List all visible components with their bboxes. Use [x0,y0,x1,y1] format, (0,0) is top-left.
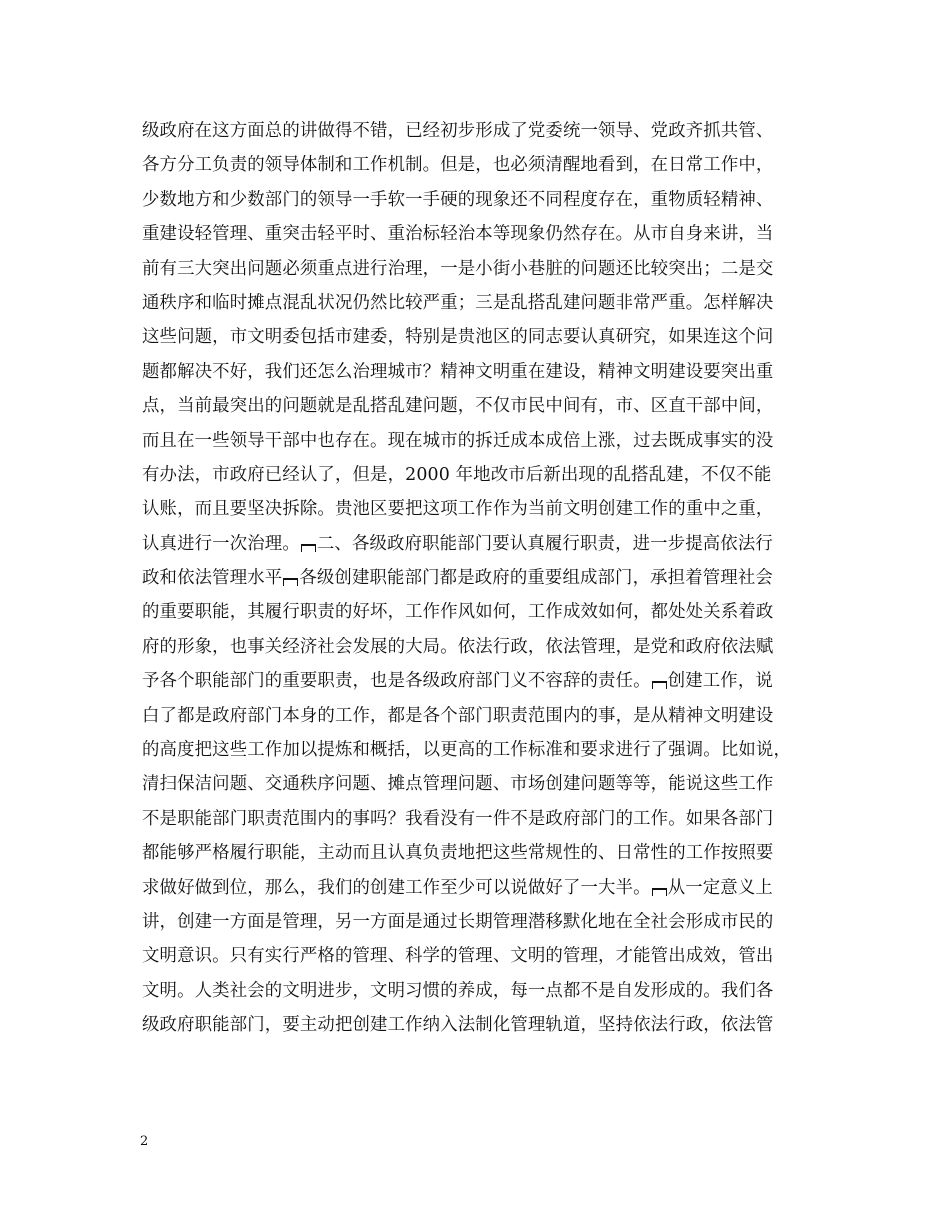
text-segment: 二、各级政府职能部门要认真履行职责，进一步提高依法行 [316,533,773,554]
text-segment: 通秩序和临时摊点混乱状况仍然比较严重；三是乱搭乱建问题非常严重。怎样解决 [142,292,774,313]
text-segment: 点，当前最突出的问题就是乱搭乱建问题，不仅市民中间有，市、区直干部中间， [142,396,774,417]
text-line [142,905,822,939]
text-segment: 题都解决不好，我们还怎么治理城市？精神文明重在建设，精神文明建设要突出重 [142,361,774,382]
text-line [142,320,822,354]
text-segment: 级政府在这方面总的讲做得不错，已经初步形成了党委统一领导、党政齐抓共管、 [142,121,774,141]
text-line [142,974,822,1008]
text-line [142,492,822,526]
text-segment: 有办法，市政府已经认了，但是，2000 年地改市后新出现的乱搭乱建，不仅不能 [142,464,772,485]
text-line [142,1008,822,1042]
text-line [142,458,822,492]
text-line [142,595,822,629]
text-line [142,561,822,595]
text-segment: 重建设轻管理、重突击轻平时、重治标轻治本等现象仍然存在。从市自身来讲，当 [142,224,774,245]
text-line [142,699,822,733]
text-line [142,630,822,664]
text-segment: 创建工作，说 [667,671,773,692]
text-segment: 前有三大突出问题必须重点进行治理，一是小街小巷脏的问题还比较突出；二是交 [142,258,774,279]
page-number: 2 [140,1134,149,1149]
text-segment: 各级创建职能部门都是政府的重要组成部门，承担着管理社会 [299,568,773,589]
text-line [142,114,822,148]
text-segment: 认真进行一次治理。 [142,533,300,554]
paragraph-break-mark [652,888,667,896]
text-segment: 予各个职能部门的重要职责，也是各级政府部门义不容辞的责任。 [142,671,651,692]
text-segment: 而且在一些领导干部中也存在。现在城市的拆迁成本成倍上涨，过去既成事实的没 [142,430,774,451]
text-segment: 政和依法管理水平 [142,568,283,589]
text-line [142,664,822,698]
paragraph-break-mark [301,544,316,552]
text-segment: 级政府职能部门，要主动把创建工作纳入法制化管理轨道，坚持依法行政，依法管 [142,1015,774,1036]
text-line [142,424,822,458]
text-segment: 少数地方和少数部门的领导一手软一手硬的现象还不同程度存在，重物质轻精神、 [142,189,774,210]
text-segment: 的高度把这些工作加以提炼和概括，以更高的工作标准和要求进行了强调。比如说， [142,740,792,761]
body-text [142,114,822,1043]
text-segment: 不是职能部门职责范围内的事吗？我看没有一件不是政府部门的工作。如果各部门 [142,808,774,829]
text-segment: 求做好做到位，那么，我们的创建工作至少可以说做好了一大半。 [142,877,651,898]
text-segment: 讲，创建一方面是管理，另一方面是通过长期管理潜移默化地在全社会形成市民的 [142,911,774,932]
text-line [142,389,822,423]
text-line [142,802,822,836]
text-segment: 府的形象，也事关经济社会发展的大局。依法行政，依法管理，是党和政府依法赋 [142,636,774,657]
text-segment: 文明意识。只有实行严格的管理、科学的管理、文明的管理，才能管出成效，管出 [142,946,774,967]
text-segment: 这些问题，市文明委包括市建委，特别是贵池区的同志要认真研究，如果连这个问 [142,327,774,348]
text-line [142,252,822,286]
text-line [142,939,822,973]
paragraph-break-mark [652,681,667,689]
text-line [142,836,822,870]
text-segment: 都能够严格履行职能，主动而且认真负责地把这些常规性的、日常性的工作按照要 [142,843,774,864]
text-segment: 清扫保洁问题、交通秩序问题、摊点管理问题、市场创建问题等等，能说这些工作 [142,774,774,795]
text-segment: 的重要职能，其履行职责的好坏，工作作风如何，工作成效如何，都处处关系着政 [142,602,774,623]
text-line [142,286,822,320]
paragraph-break-mark [283,578,298,586]
text-line [142,148,822,182]
text-line [142,355,822,389]
text-line [142,183,822,217]
text-line [142,767,822,801]
text-line [142,733,822,767]
text-line [142,527,822,561]
text-segment: 从一定意义上 [667,877,773,898]
text-segment: 文明。人类社会的文明进步，文明习惯的养成，每一点都不是自发形成的。我们各 [142,980,774,1001]
text-segment: 白了都是政府部门本身的工作，都是各个部门职责范围内的事，是从精神文明建设 [142,705,774,726]
text-segment: 各方分工负责的领导体制和工作机制。但是，也必须清醒地看到，在日常工作中， [142,155,774,176]
text-segment: 认账，而且要坚决拆除。贵池区要把这项工作作为当前文明创建工作的重中之重， [142,499,774,520]
text-line [142,871,822,905]
text-line [142,217,822,251]
